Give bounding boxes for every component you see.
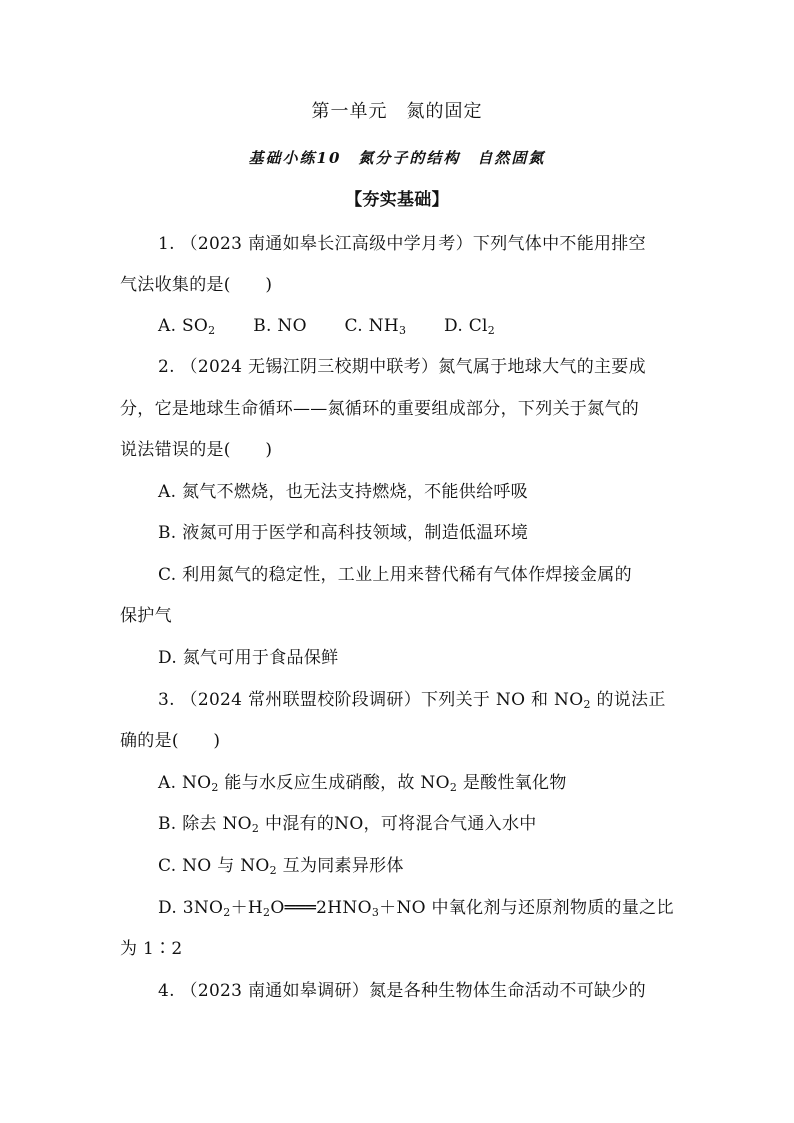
option-d: D. $Cl_2$ (444, 316, 496, 337)
question-3-line-1: 3. （2024 常州联盟校阶段调研）下列关于 NO 和 $NO_2$ 的说法正 (158, 690, 666, 711)
question-2-line-1: 2. （2024 无锡江阴三校期中联考）氮气属于地球大气的主要成 (158, 357, 646, 377)
section-heading: 【夯实基础】 (345, 190, 449, 210)
question-1-options (158, 314, 718, 338)
question-2-option-b: B. 液氮可用于医学和高科技领域，制造低温环境 (158, 523, 529, 543)
question-3-option-c: C. NO 与 $NO_2$ 互为同素异形体 (158, 856, 404, 877)
question-3-option-a: A. $NO_2$ 能与水反应生成硝酸，故 $NO_2$ 是酸性氧化物 (158, 773, 567, 794)
page-subtitle: 基础小练10 氮分子的结构 自然固氮 (248, 149, 546, 167)
question-2-option-c-line-2: 保护气 (120, 606, 172, 626)
page-title: 第一单元 氮的固定 (311, 101, 483, 122)
question-3-option-b: B. 除去 $NO_2$ 中混有的NO，可将混合气通入水中 (158, 814, 537, 835)
question-2-option-c-line-1: C. 利用氮气的稳定性，工业上用来替代稀有气体作焊接金属的 (158, 565, 632, 585)
question-3-line-2: 确的是( ) (120, 731, 221, 751)
option-c: C. $NH_3$ (344, 316, 407, 337)
question-4-line-1: 4. （2023 南通如皋调研）氮是各种生物体生命活动不可缺少的 (158, 981, 646, 1001)
option-b: B. NO (253, 316, 307, 336)
question-3-option-d-line-1: D. $3NO_2+H_2O═══2HNO_3+NO$ 中氧化剂与还原剂物质的量之比 (158, 898, 674, 919)
question-2-line-2: 分，它是地球生命循环——氮循环的重要组成部分，下列关于氮气的 (120, 399, 639, 419)
question-2-option-d: D. 氮气可用于食品保鲜 (158, 648, 339, 668)
question-2-option-a: A. 氮气不燃烧，也无法支持燃烧，不能供给呼吸 (158, 482, 528, 502)
question-2-line-3: 说法错误的是( ) (120, 440, 273, 460)
option-a: A. $SO_2$ (158, 316, 216, 337)
question-1-line-2: 气法收集的是( ) (120, 275, 273, 295)
question-1-line-1: 1. （2023 南通如皋长江高级中学月考）下列气体中不能用排空 (158, 234, 646, 254)
question-3-option-d-line-2: 为 1∶2 (120, 939, 183, 959)
